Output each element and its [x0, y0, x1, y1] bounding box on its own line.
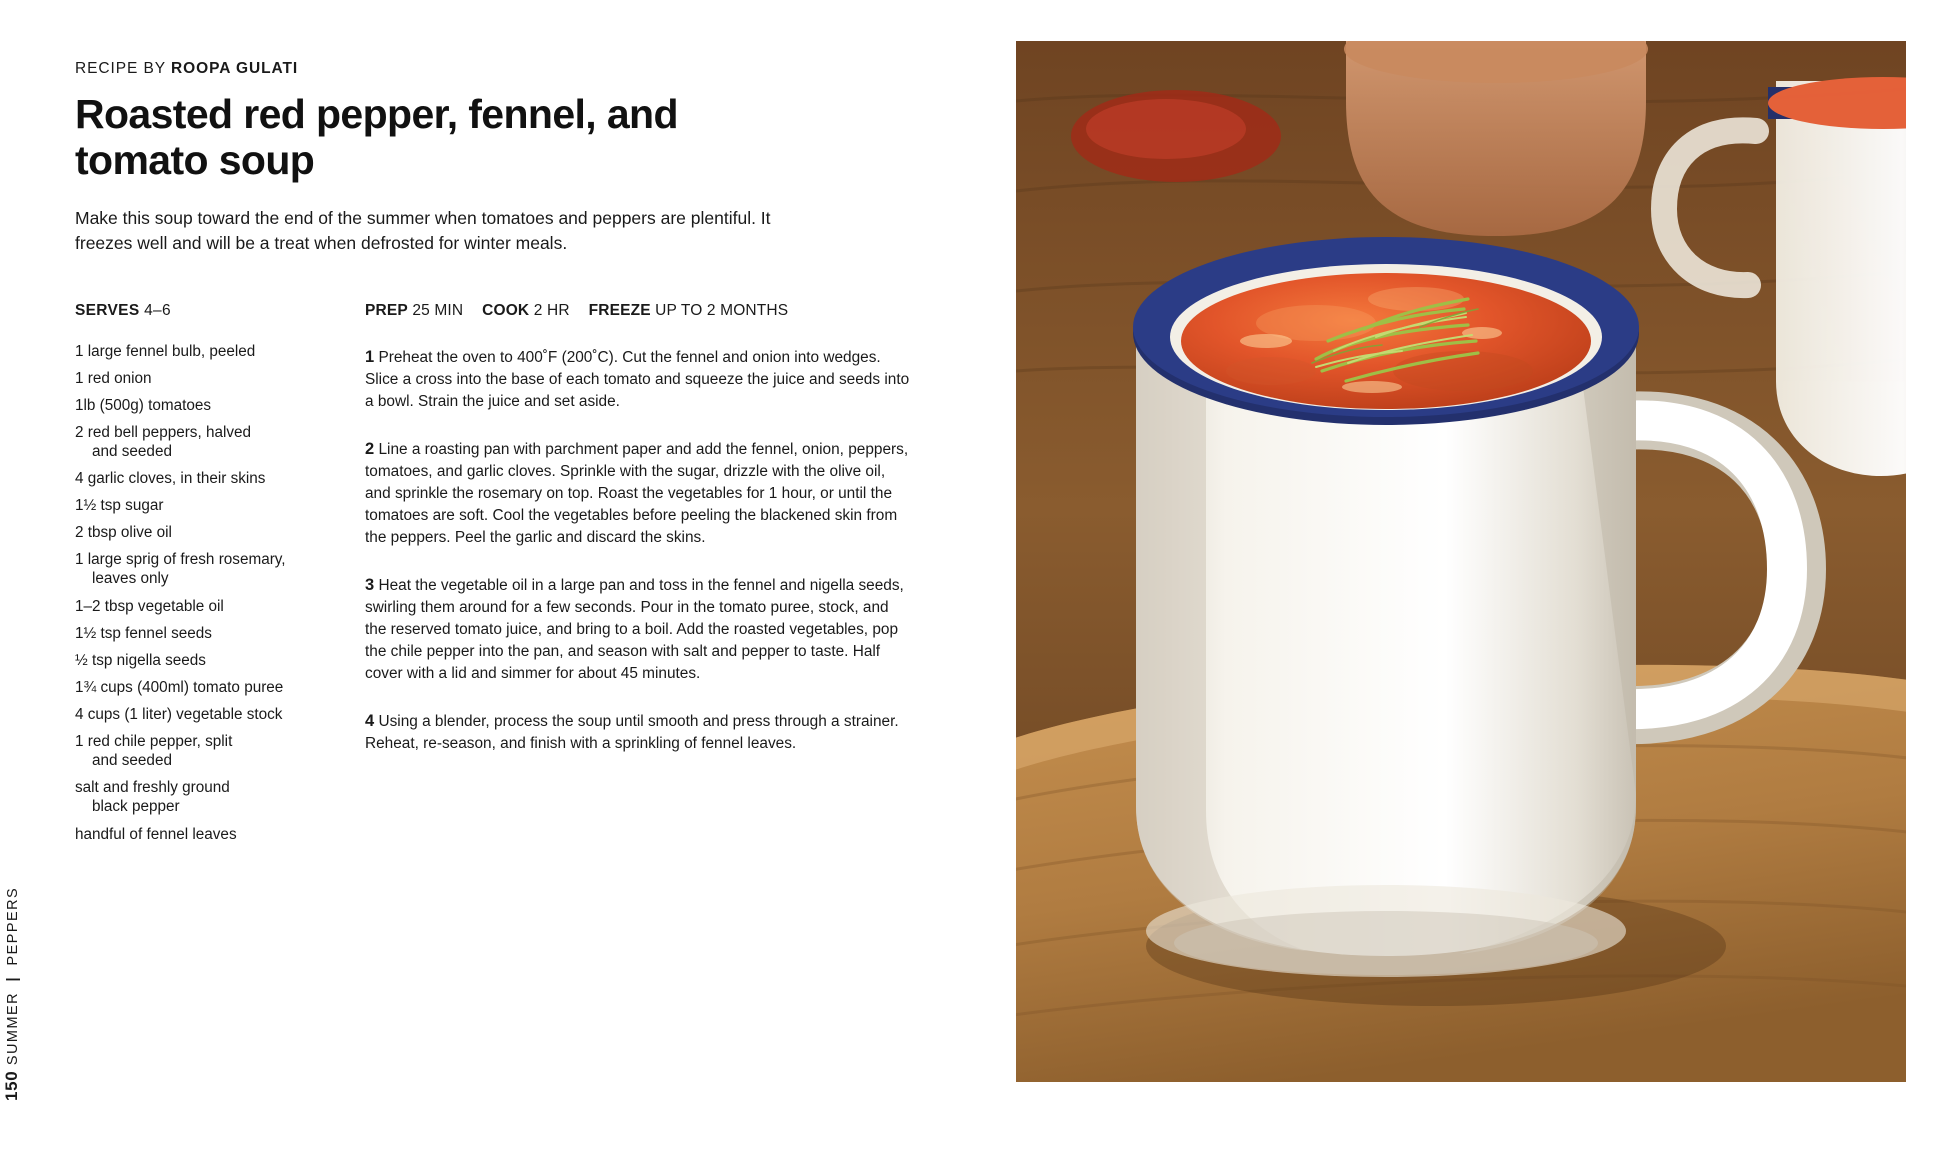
step-text: Using a blender, process the soup until smooth and press through a strainer. Reheat, re-season, and finish with a sprinkling of fennel leaves. — [365, 712, 899, 752]
ingredient-line: ½ tsp nigella seeds — [75, 651, 206, 669]
step-text: Heat the vegetable oil in a large pan and toss in the fennel and nigella seeds, swirling them around for a few seconds. Pour in the tomato puree, stock, and the reserved tomato juice, and bring to a boil. Add the roasted vegetables, pop the chile pepper into the pan, and season with salt and pepper to taste. Half cover with a lid and simmer for about 45 minutes. — [365, 576, 904, 682]
ingredient-line: 1–2 tbsp vegetable oil — [75, 597, 224, 615]
list-item — [75, 550, 365, 588]
cook-label: COOK — [482, 301, 530, 319]
ingredient-line: 2 tbsp olive oil — [75, 524, 172, 542]
list-item — [75, 342, 365, 361]
recipe-author: ROOPA GULATI — [171, 60, 299, 77]
list-item — [75, 423, 365, 461]
prep-value: 25 MIN — [412, 301, 464, 319]
step-text: Preheat the oven to 400˚F (200˚C). Cut the fennel and onion into wedges. Slice a cross into the base of each tomato and squeeze the juice and seeds into a bowl. Strain the juice and set aside. — [365, 348, 910, 410]
ingredients-column — [75, 302, 365, 852]
method-step — [365, 346, 910, 413]
running-head-section: SUMMER — [5, 991, 21, 1066]
step-number: 4 — [365, 711, 375, 730]
recipe-intro: Make this soup toward the end of the summer when tomatoes and peppers are plentiful. It freezes well and will be a treat when defrosted for winter meals. — [75, 207, 771, 253]
method-step — [365, 438, 910, 549]
page-title: Roasted red pepper, fennel, and tomato soup — [75, 91, 678, 183]
recipe-photo — [1016, 41, 1906, 1082]
ingredient-line: 4 garlic cloves, in their skins — [75, 470, 266, 488]
list-item — [75, 496, 365, 515]
list-item — [75, 624, 365, 643]
list-item — [75, 523, 365, 542]
cook-value: 2 HR — [533, 301, 570, 319]
running-footer — [2, 887, 22, 1101]
recipe-byline — [75, 60, 935, 78]
ingredients-list — [75, 342, 365, 844]
running-head-divider: | — [5, 975, 21, 982]
step-text: Line a roasting pan with parchment paper and add the fennel, onion, peppers, tomatoes, and garlic cloves. Sprinkle with the sugar, drizzle with the olive oil, and sprinkle the rosemary on top. Roast the vegetables for 1 hour, or until the tomatoes are soft. Cool the vegetables before peeling the blackened skin from the peppers. Peel the garlic and discard the skins. — [365, 440, 909, 546]
list-item — [75, 396, 365, 415]
step-number: 3 — [365, 575, 375, 594]
ingredient-line: 1½ tsp fennel seeds — [75, 624, 212, 642]
method-step — [365, 710, 910, 755]
list-item — [75, 778, 365, 816]
list-item — [75, 469, 365, 488]
recipe-text-column — [75, 60, 935, 852]
list-item — [75, 369, 365, 388]
ingredient-line-continued: leaves only — [92, 570, 169, 588]
freeze-value: UP TO 2 MONTHS — [655, 301, 789, 319]
ingredient-line: 1 large fennel bulb, peeled — [75, 342, 256, 360]
method-step — [365, 574, 910, 685]
prep-label: PREP — [365, 301, 408, 319]
ingredient-line: 1 large sprig of fresh rosemary, — [75, 551, 286, 569]
step-number: 1 — [365, 347, 375, 366]
serves-line — [75, 302, 365, 320]
soup-photo-illustration — [1016, 41, 1906, 1082]
serves-label: SERVES — [75, 301, 140, 319]
recipe-body — [75, 302, 935, 852]
ingredient-line: 1½ tsp sugar — [75, 497, 164, 515]
page-number: 150 — [2, 1070, 21, 1101]
byline-prefix: RECIPE BY — [75, 60, 166, 77]
list-item — [75, 678, 365, 697]
running-head-category: PEPPERS — [5, 886, 21, 966]
ingredient-line: 1¾ cups (400ml) tomato puree — [75, 678, 284, 696]
ingredient-line-continued: and seeded — [92, 752, 172, 770]
ingredient-line: salt and freshly ground — [75, 779, 230, 797]
ingredient-line: 4 cups (1 liter) vegetable stock — [75, 706, 283, 724]
list-item — [75, 732, 365, 770]
ingredient-line: 1lb (500g) tomatoes — [75, 396, 212, 414]
list-item — [75, 825, 365, 844]
freeze-label: FREEZE — [588, 301, 651, 319]
list-item — [75, 651, 365, 670]
ingredient-line: 2 red bell peppers, halved — [75, 423, 252, 441]
list-item — [75, 597, 365, 616]
method-column — [365, 302, 910, 852]
ingredient-line: 1 red chile pepper, split — [75, 733, 233, 751]
serves-value: 4–6 — [144, 301, 171, 319]
step-number: 2 — [365, 439, 375, 458]
ingredient-line-continued: and seeded — [92, 442, 172, 460]
ingredient-line: handful of fennel leaves — [75, 825, 237, 843]
recipe-meta — [365, 302, 910, 320]
list-item — [75, 705, 365, 724]
ingredient-line-continued: black pepper — [92, 798, 180, 816]
ingredient-line: 1 red onion — [75, 369, 152, 387]
